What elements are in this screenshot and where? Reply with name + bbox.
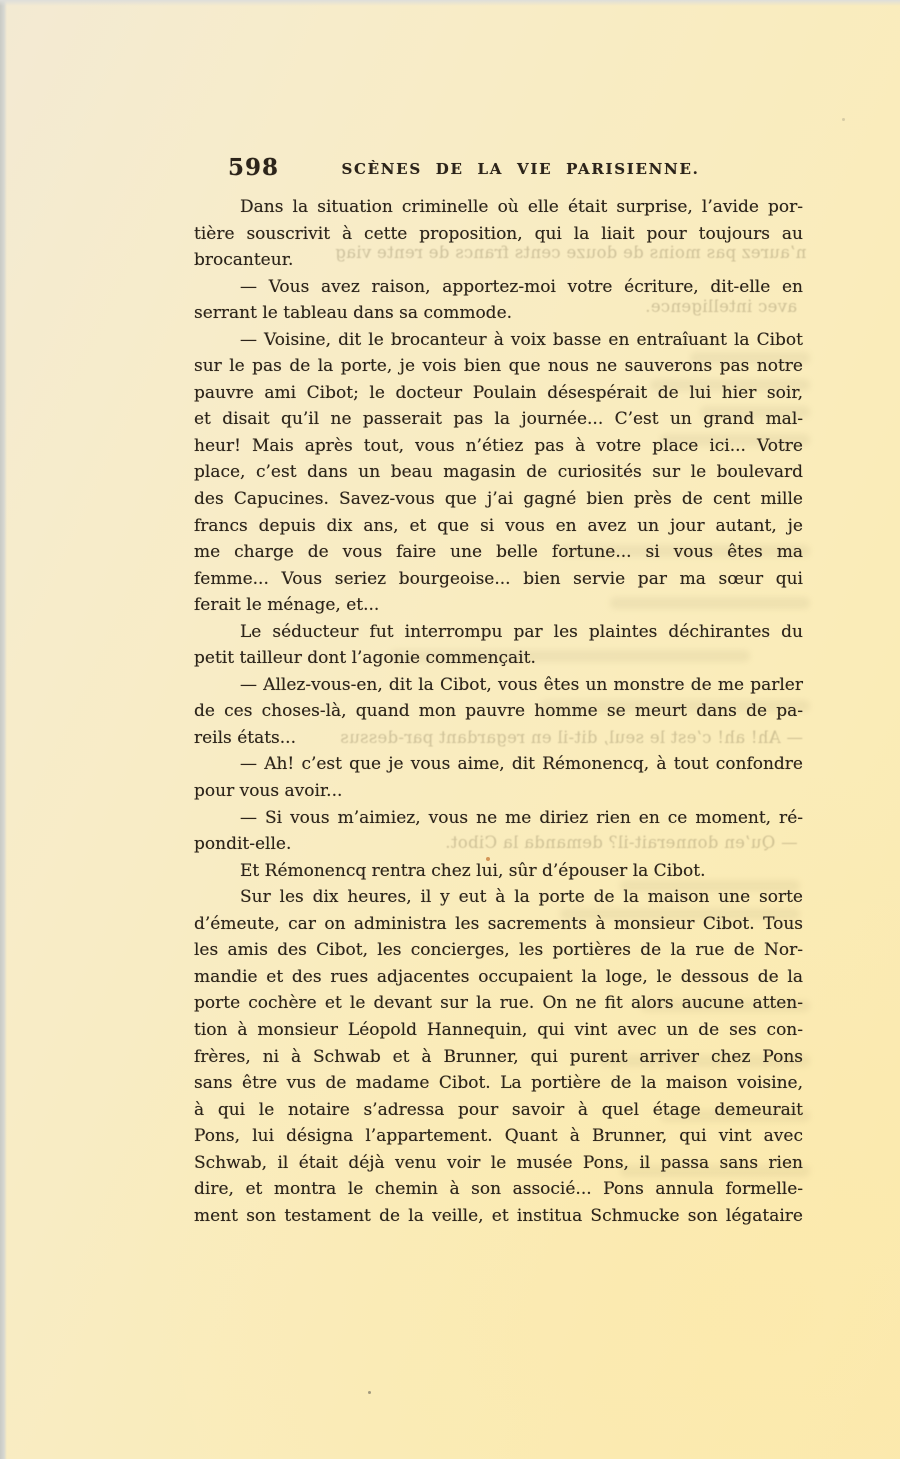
text-line: — Voisine, dit le brocanteur à voix basse en entraîuant la Cibot (240, 329, 803, 350)
paper-speck (842, 118, 845, 121)
page-header (194, 154, 803, 186)
text-line: brocanteur. (194, 250, 294, 271)
text-line: tion à monsieur Léopold Hannequin, qui vint avec un de ses con- (194, 1019, 803, 1040)
text-line: Dans la situation criminelle où elle était surprise, l’avide por- (240, 197, 803, 217)
bleedthrough-text: avec intelligence. (645, 297, 798, 316)
text-line: dire, et montra le chemin à son associé... Pons annula formelle- (194, 1179, 803, 1200)
running-title: SCÈNES DE LA VIE PARISIENNE. (341, 160, 700, 178)
text-line: me charge de vous faire une belle fortune... si vous êtes ma (194, 542, 803, 563)
text-line: — Vous avez raison, apportez-moi votre écriture, dit-elle en (240, 276, 803, 297)
bleedthrough-text: n’aurez pas moins de douze cents francs de rente viag (335, 243, 807, 262)
text-line: place, c’est dans un beau magasin de curiosités sur le boulevard (194, 462, 803, 483)
text-line: sur le pas de la porte, je vois bien que nous ne sauverons pas notre (194, 356, 803, 377)
scan-edge-left (0, 0, 7, 1459)
text-line: francs depuis dix ans, et que si vous en avez un jour autant, je (194, 515, 803, 536)
text-line: à qui le notaire s’adressa pour savoir à quel étage demeurait (194, 1099, 803, 1120)
text-line: reils états... (194, 727, 296, 748)
bleedthrough-text: — Ah! ah! c’est le seul, dit-il en regardant par-dessus (340, 728, 804, 747)
scan-edge-top (0, 0, 900, 6)
text-line: femme... Vous seriez bourgeoise... bien servie par ma sœur qui (194, 568, 803, 589)
text-line: Le séducteur fut interrompu par les plaintes déchirantes du (240, 621, 803, 642)
text-line: — Si vous m’aimiez, vous ne me diriez rien en ce moment, ré- (240, 807, 803, 828)
text-line: des Capucines. Savez-vous que j’ai gagné bien près de cent mille (194, 489, 803, 510)
text-line: d’émeute, car on administra les sacrements à monsieur Cibot. Tous (194, 913, 803, 934)
text-line: pondit-elle. (194, 834, 292, 855)
text-line: Schwab, il était déjà venu voir le musée Pons, il passa sans rien (194, 1152, 803, 1173)
text-line: mandie et des rues adjacentes occupaient la loge, le dessous de la (194, 966, 803, 987)
text-line: et disait qu’il ne passerait pas la journée... C’est un grand mal- (194, 409, 803, 430)
text-line: heur! Mais après tout, vous n’étiez pas à votre place ici... Votre (194, 435, 803, 456)
text-line: Et Rémonencq rentra chez lui, sûr d’épouser la Cibot. (240, 860, 706, 881)
text-line: frères, ni à Schwab et à Brunner, qui purent arriver chez Pons (194, 1046, 803, 1067)
text-line: tière souscrivit à cette proposition, qui la liait pour toujours au (194, 223, 803, 244)
text-line: Sur les dix heures, il y eut à la porte de la maison une sorte (240, 887, 803, 908)
page-number: 598 (228, 154, 280, 181)
text-line: les amis des Cibot, les concierges, les portières de la rue de Nor- (194, 940, 803, 961)
text-line: pour vous avoir... (194, 781, 343, 802)
text-line: porte cochère et le devant sur la rue. On ne fit alors aucune atten- (194, 993, 803, 1014)
text-line: — Ah! c’est que je vous aime, dit Rémonencq, à tout confondre (240, 754, 803, 775)
text-line: sans être vus de madame Cibot. La portière de la maison voisine, (194, 1073, 803, 1094)
text-line: ferait le ménage, et... (194, 595, 380, 616)
text-line: Pons, lui désigna l’appartement. Quant à Brunner, qui vint avec (194, 1126, 803, 1147)
text-block (194, 194, 803, 1229)
text-line: de ces choses-là, quand mon pauvre homme se meurt dans de pa- (194, 701, 803, 722)
bleedthrough-text: — Qu’en donnerait-il? demanda la Cibot. (445, 833, 798, 852)
paper-speck (368, 1391, 371, 1394)
text-line: — Allez-vous-en, dit la Cibot, vous êtes un monstre de me parler (240, 674, 803, 695)
text-line: ment son testament de la veille, et institua Schmucke son légataire (194, 1205, 803, 1226)
paper-speck (486, 857, 490, 861)
text-line: petit tailleur dont l’agonie commençait. (194, 648, 536, 669)
text-line: pauvre ami Cibot; le docteur Poulain désespérait de lui hier soir, (194, 382, 803, 403)
text-line: serrant le tableau dans sa commode. (194, 303, 513, 324)
